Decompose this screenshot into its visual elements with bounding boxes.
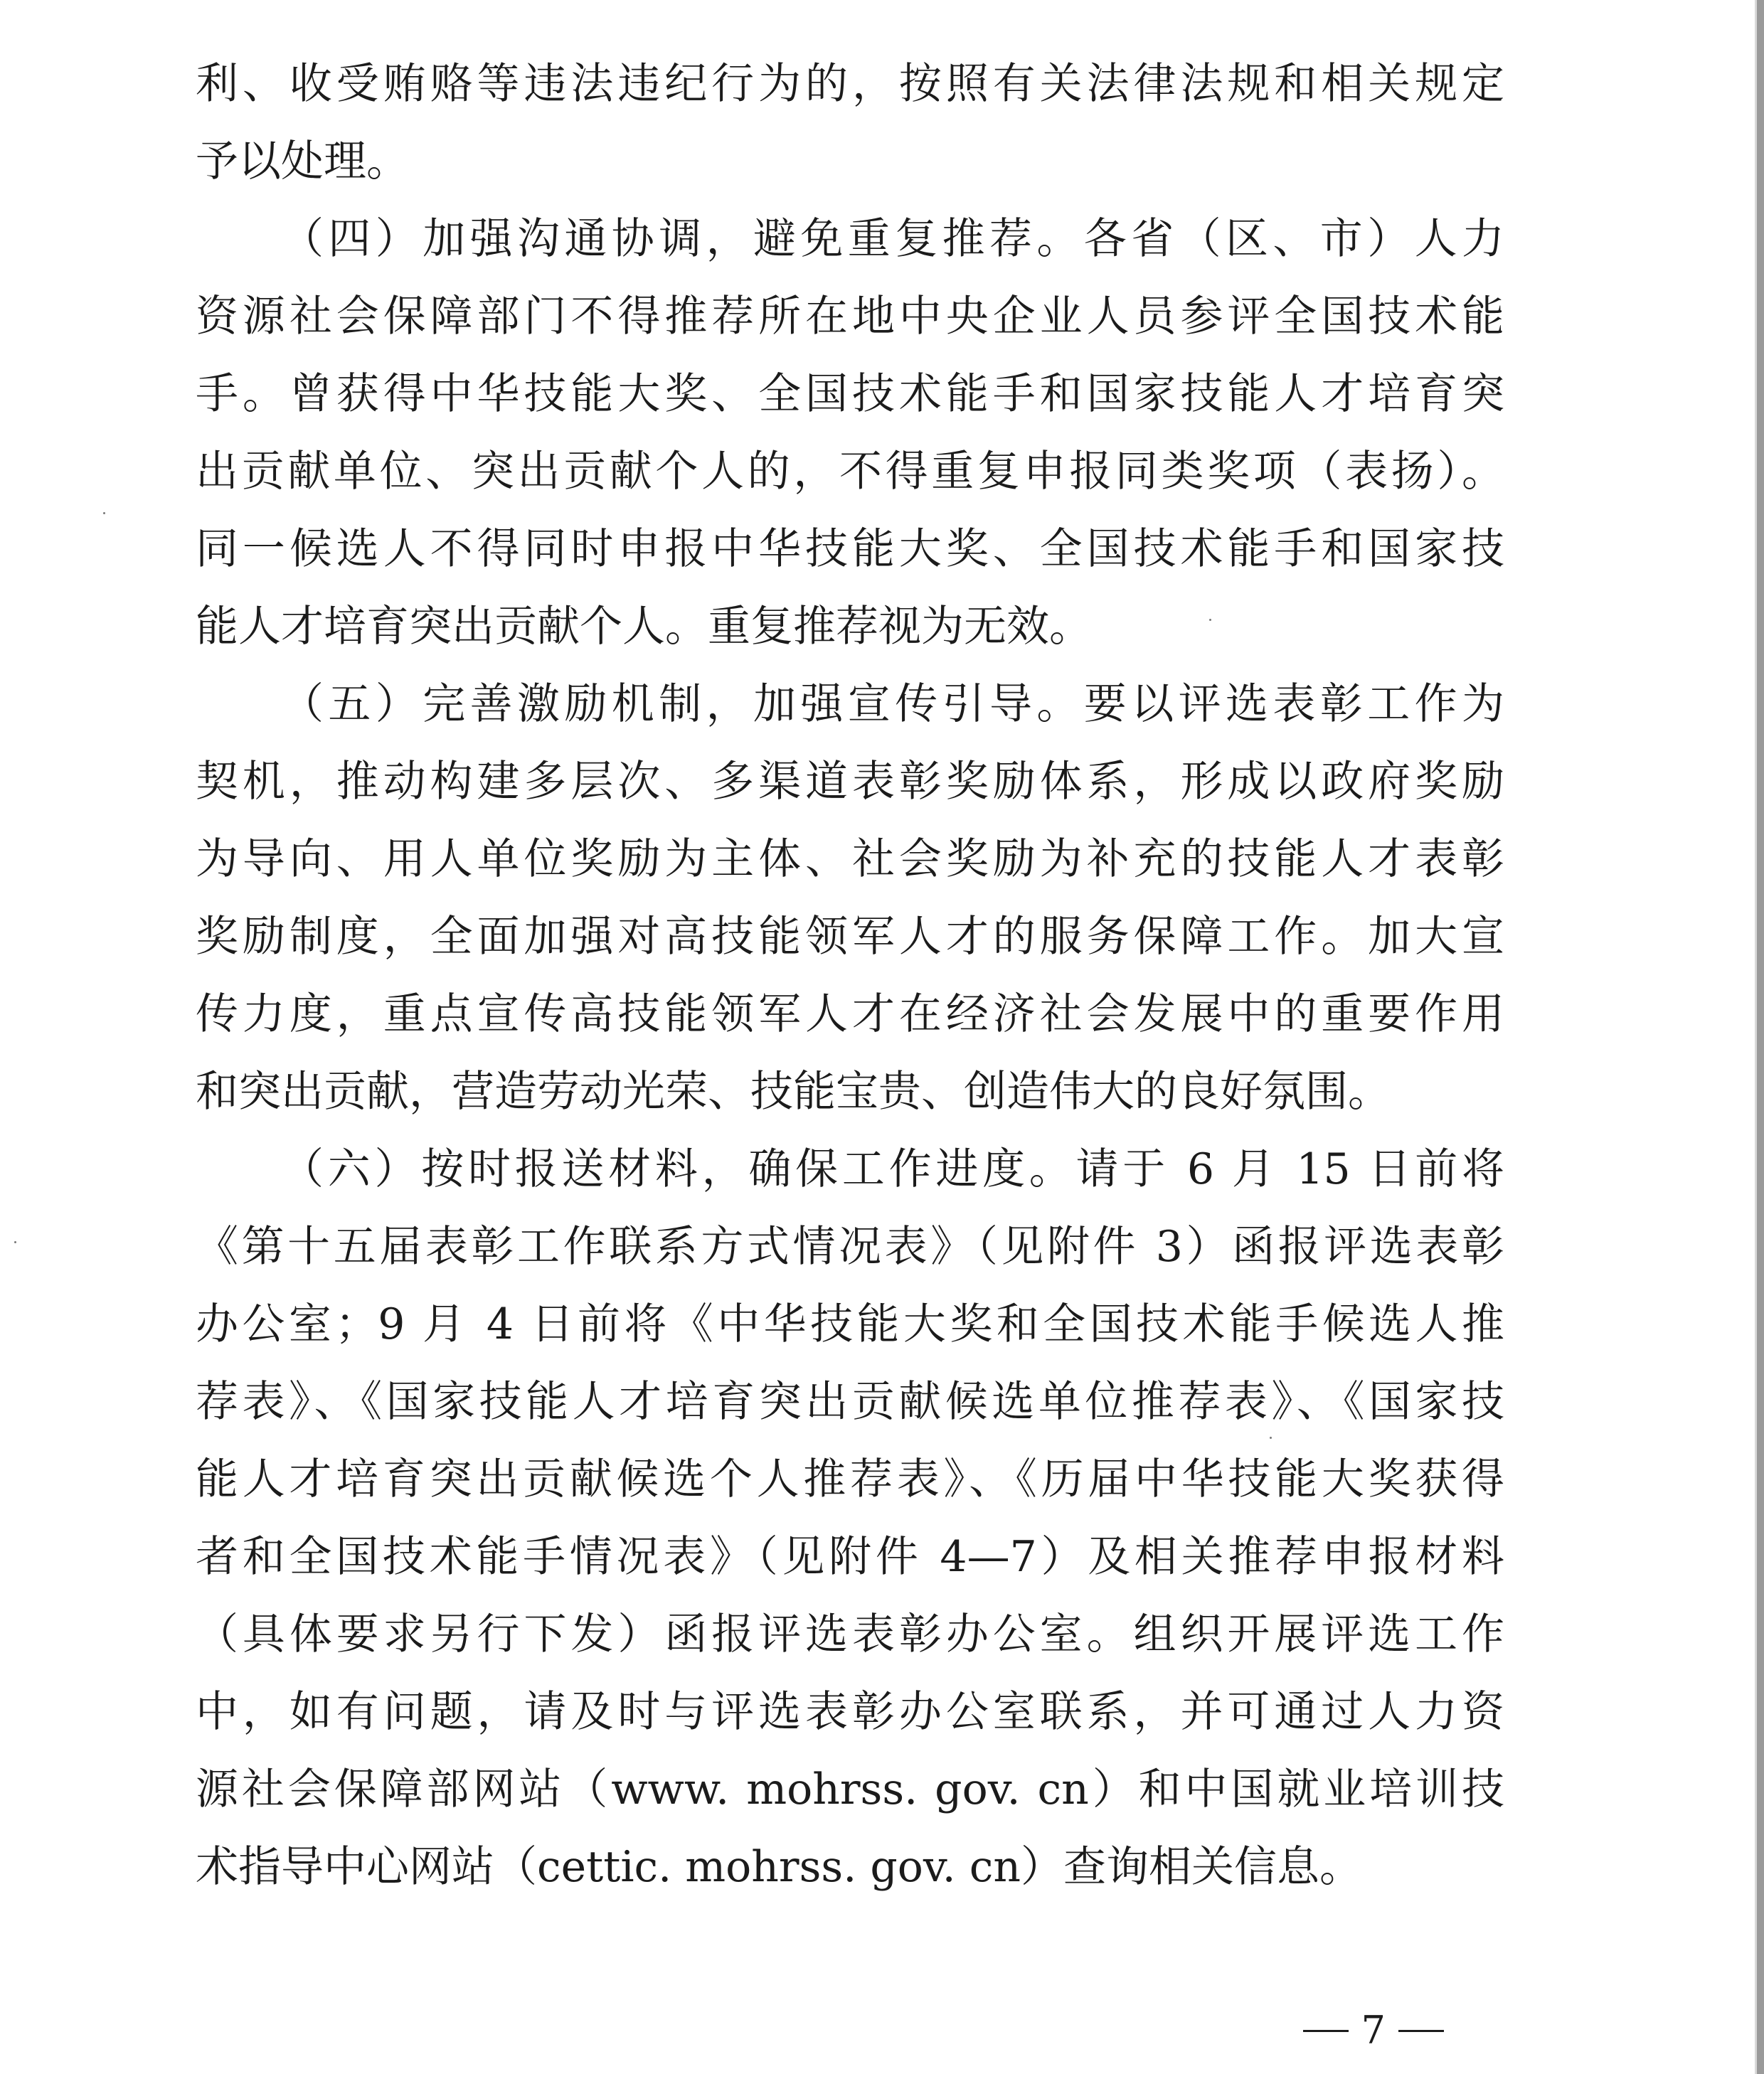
text-line: 出贡献单位、突出贡献个人的，不得重复申报同类奖项（表扬）。 xyxy=(196,447,1504,496)
scan-edge-shadow xyxy=(1757,0,1764,2074)
text-line: （具体要求另行下发）函报评选表彰办公室。组织开展评选工作 xyxy=(196,1610,1504,1659)
text-line: 《第十五届表彰工作联系方式情况表》（见附件 3）函报评选表彰 xyxy=(196,1222,1504,1272)
text-line: 办公室；9 月 4 日前将《中华技能大奖和全国技术能手候选人推 xyxy=(196,1299,1504,1349)
page-number-dash-right xyxy=(1398,2030,1444,2032)
text-line: 传力度，重点宣传高技能领军人才在经济社会发展中的重要作用 xyxy=(196,989,1504,1039)
text-line: 能人才培育突出贡献个人。重复推荐视为无效。 xyxy=(196,602,1092,652)
text-line: 中，如有问题，请及时与评选表彰办公室联系，并可通过人力资 xyxy=(196,1687,1504,1737)
scan-edge-highlight xyxy=(1755,0,1757,2074)
text-line: 术指导中心网站（cettic. mohrss. gov. cn）查询相关信息。 xyxy=(196,1842,1363,1892)
text-line: 手。曾获得中华技能大奖、全国技术能手和国家技能人才培育突 xyxy=(196,369,1504,419)
text-line: 奖励制度，全面加强对高技能领军人才的服务保障工作。加大宣 xyxy=(196,912,1504,962)
text-line: 者和全国技术能手情况表》（见附件 4—7）及相关推荐申报材料 xyxy=(196,1532,1504,1582)
text-line: 源社会保障部网站（www. mohrss. gov. cn）和中国就业培训技 xyxy=(196,1765,1504,1814)
page-number-value: 7 xyxy=(1361,2008,1386,2053)
page-number xyxy=(1303,2009,1444,2052)
page-number-dash-left xyxy=(1303,2030,1349,2032)
scan-speck xyxy=(1209,619,1211,621)
paragraph-five-heading-line: （五）完善激励机制，加强宣传引导。要以评选表彰工作为 xyxy=(281,679,1504,729)
text-line: 契机，推动构建多层次、多渠道表彰奖励体系，形成以政府奖励 xyxy=(196,757,1504,807)
page-footer xyxy=(0,2009,1764,2052)
body-text xyxy=(196,46,1504,1906)
text-line: 利、收受贿赂等违法违纪行为的，按照有关法律法规和相关规定 xyxy=(196,59,1504,109)
text-line: 为导向、用人单位奖励为主体、社会奖励为补充的技能人才表彰 xyxy=(196,834,1504,884)
text-line: 予以处理。 xyxy=(196,137,409,186)
text-line: 资源社会保障部门不得推荐所在地中央企业人员参评全国技术能 xyxy=(196,292,1504,341)
scan-speck xyxy=(14,1241,16,1243)
text-line: 荐表》、《国家技能人才培育突出贡献候选单位推荐表》、《国家技 xyxy=(196,1377,1504,1427)
text-line: 能人才培育突出贡献候选个人推荐表》、《历届中华技能大奖获得 xyxy=(196,1455,1504,1504)
text-line: 同一候选人不得同时申报中华技能大奖、全国技术能手和国家技 xyxy=(196,524,1504,574)
paragraph-four-heading-line: （四）加强沟通协调，避免重复推荐。各省（区、市）人力 xyxy=(281,214,1504,264)
text-line: 和突出贡献，营造劳动光荣、技能宝贵、创造伟大的良好氛围。 xyxy=(196,1067,1391,1117)
scan-speck xyxy=(1270,1437,1272,1439)
paragraph-six-heading-line: （六）按时报送材料，确保工作进度。请于 6 月 15 日前将 xyxy=(281,1144,1504,1194)
scan-speck xyxy=(103,512,105,514)
